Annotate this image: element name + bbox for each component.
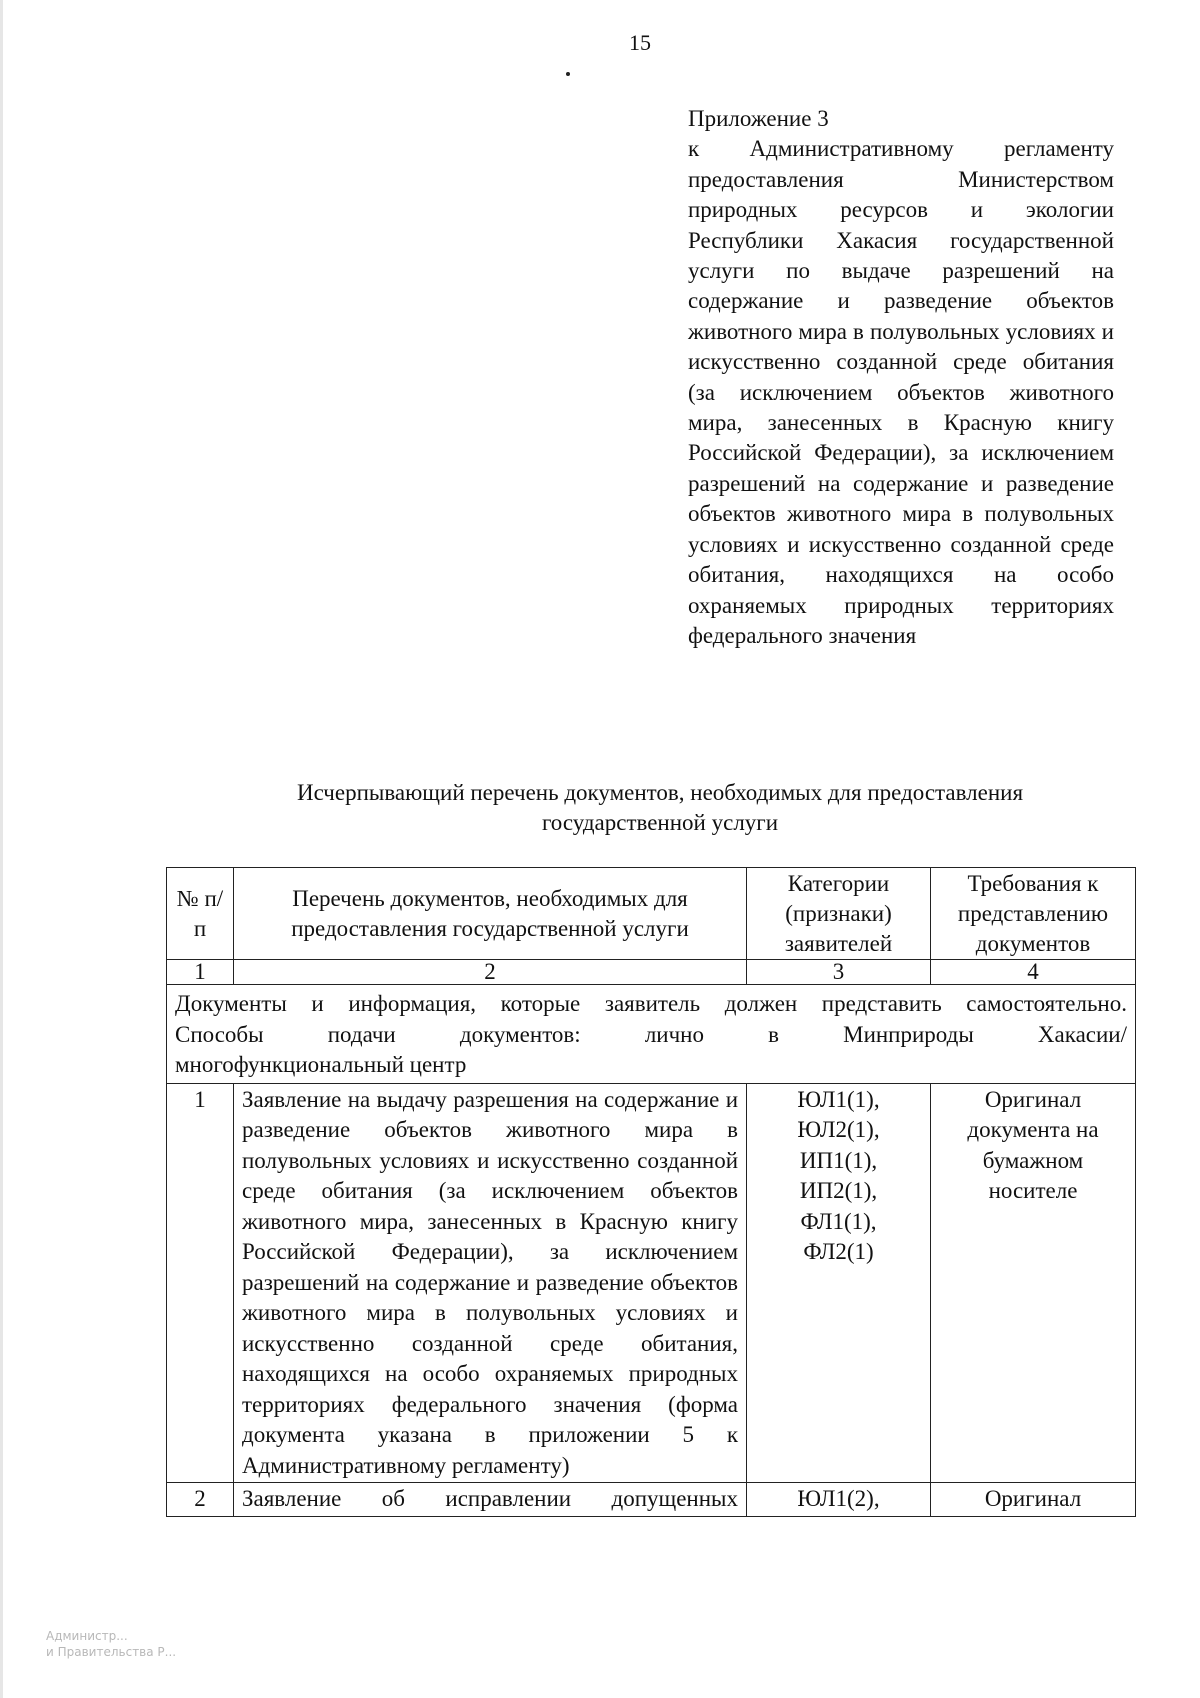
table-header-row [167,868,1136,960]
section-cell [167,985,1136,1084]
documents-table [166,867,1136,1517]
row-document: Заявление на выдачу разрешения на содержание и разведение объектов животного мира в полувольных условиях и искусственно созданной среде обитания (за исключением объектов животного мира, занесенных в Красную книгу Российской Федерации), за исключением разрешений на содержание и разведение объектов животного мира в полувольных условиях и искусственно созданной среде обитания, находящихся на особо охраняемых природных территориях федерального значения (форма документа указана в приложении 5 к Административному регламенту) [234,1083,747,1483]
row-number: 2 [167,1483,234,1517]
row-categories [747,1083,931,1483]
category-item: ФЛ2(1) [803,1239,874,1264]
scan-edge [0,0,3,1698]
appendix-body: к Административному регламенту предоставления Министерством природных ресурсов и экологии Республики Хакасия государственной услуги по выдаче разрешений на содержание и разведение объектов животного мира в полувольных условиях и искусственно созданной среде обитания (за исключением объектов животного мира, занесенных в Красную книгу Российской Федерации), за исключением разрешений на содержание и разведение объектов животного мира в полувольных условиях и искусственно созданной среде обитания, находящихся на особо охраняемых природных территориях федерального значения [688,136,1114,648]
requirement-line: Оригинал [984,1086,1082,1112]
row-categories [747,1483,931,1517]
requirement-line: бумажном [982,1147,1084,1173]
table-row [167,1483,1136,1517]
category-item: ИП2(1), [799,1178,878,1203]
documents-table-wrap [166,867,1135,1517]
scan-dot [566,72,570,76]
header-num: № п/п [167,868,234,960]
category-item: ЮЛ2(1), [797,1117,880,1142]
column-number-row [167,960,1136,985]
appendix-title: Приложение 3 [688,106,829,131]
faded-stamp: Администр... и Правительства Р... [46,1629,177,1659]
column-number: 4 [931,960,1136,985]
requirement-line: носителе [988,1178,1078,1203]
section-row [167,985,1136,1084]
section-line-1: Документы и информация, которые заявитель должен представить самостоятельно. [175,991,1127,1016]
column-number: 2 [234,960,747,985]
requirement-line: Оригинал [984,1486,1082,1511]
heading-line-1: Исчерпывающий перечень документов, необходимых для предоставления [296,780,1024,805]
category-item: ИП1(1), [799,1147,878,1173]
document-heading [160,778,1160,838]
column-number: 3 [747,960,931,985]
row-requirements [931,1083,1136,1483]
category-item: ЮЛ1(2), [797,1486,880,1511]
header-requirements: Требования к представлению документов [931,868,1136,960]
category-item: ЮЛ1(1), [797,1086,880,1112]
table-row [167,1083,1136,1483]
requirement-line: документа на [967,1117,1099,1142]
column-number: 1 [167,960,234,985]
section-line-3: многофункциональный центр [175,1052,467,1077]
header-categories: Категории (признаки) заявителей [747,868,931,960]
row-requirements [931,1483,1136,1517]
appendix-header [688,104,1114,651]
row-document: Заявление об исправлении допущенных [234,1483,747,1517]
header-list: Перечень документов, необходимых для предоставления государственной услуги [234,868,747,960]
category-item: ФЛ1(1), [800,1208,877,1234]
row-number: 1 [167,1083,234,1483]
heading-line-2: государственной услуги [541,810,779,835]
section-line-2: Способы подачи документов: лично в Минприроды Хакасии/ [175,1021,1127,1047]
page-number: 15 [629,30,651,55]
